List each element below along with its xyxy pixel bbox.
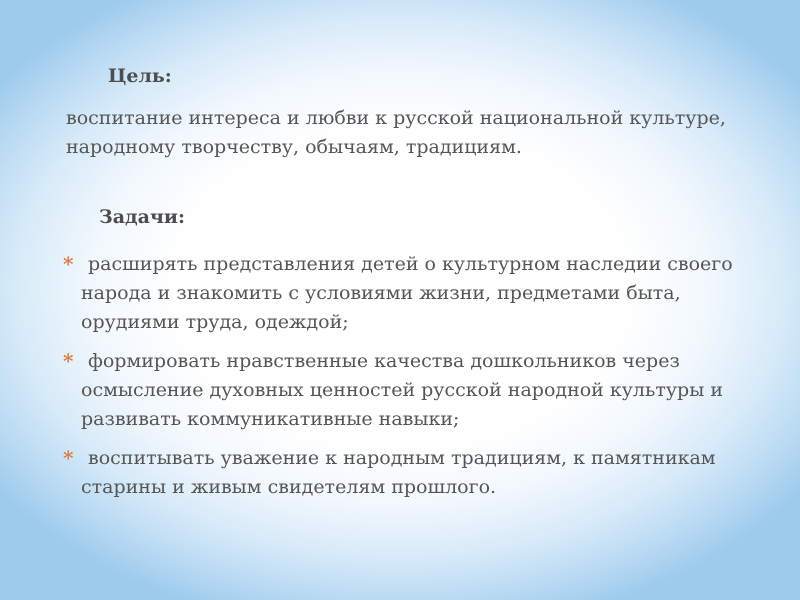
task-text: расширять представления детей о культурном наследии своего народа и знакомить с условиями жизни, предметами быта, орудиями труда, одеждой; [81,253,733,333]
task-list [0,250,800,512]
task-text: формировать нравственные качества дошкольников через осмысление духовных ценностей русской народной культуры и развивать коммуникативные навыки; [81,350,724,430]
asterisk-bullet-icon: * [63,252,74,276]
task-item [0,444,751,502]
goal-text: воспитание интереса и любви к русской национальной культуре, народному творчеству, обычаям, традициям. [66,107,726,158]
asterisk-bullet-icon: * [63,349,74,373]
asterisk-bullet-icon: * [63,446,74,470]
task-item [0,347,751,434]
task-item [0,250,751,337]
tasks-heading: Задачи: [99,206,186,228]
goal-heading: Цель: [108,65,172,87]
task-text: воспитывать уважение к народным традициям, к памятникам старины и живым свидетелям прошлого. [81,447,716,498]
